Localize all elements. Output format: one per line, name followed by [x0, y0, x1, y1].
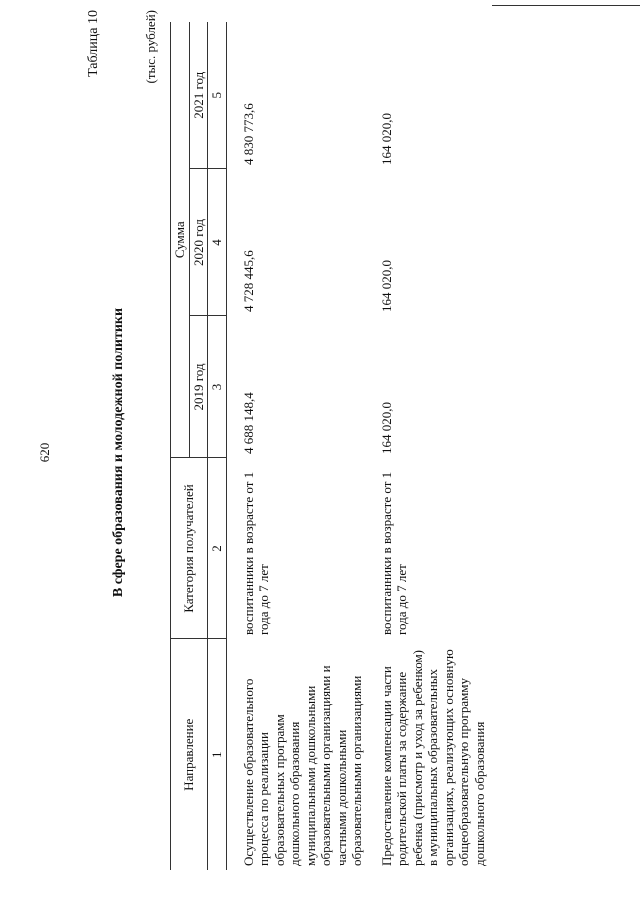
unit-label: (тыс. рублей): [143, 10, 158, 84]
cell-2020: 164 020,0: [378, 260, 394, 312]
cell-category: воспитанники в возрасте от 1 года до 7 лет: [378, 471, 409, 635]
cell-direction: Предоставление компенсации части родительской платы за содержание ребенка (присмотр и уход за ребенком) в муниципальных образовательных организациях, реализующих основную общеобразовательную программу дошкольного образования: [378, 649, 487, 866]
column-number-2: 2: [208, 458, 227, 639]
cell-direction: Осуществление образовательного процесса по реализации образовательных программ дошкольного образования муниципальными дошкольными образовательными организациями и частными дошкольными образовательными организациями: [240, 665, 364, 866]
cell-2021: 4 830 773,6: [240, 103, 256, 165]
column-number-3: 3: [208, 316, 227, 458]
data-table: [170, 22, 487, 870]
header-2021: 2021 год: [189, 22, 208, 169]
cell-category: воспитанники в возрасте от 1 года до 7 лет: [240, 471, 271, 635]
header-2019: 2019 год: [189, 316, 208, 458]
header-category: Категория получателей: [171, 458, 208, 639]
header-2020: 2020 год: [189, 169, 208, 316]
header-sum: Сумма: [171, 22, 190, 458]
cell-2020: 4 728 445,6: [240, 250, 256, 312]
cell-2019: 4 688 148,4: [240, 392, 256, 454]
column-number-4: 4: [208, 169, 227, 316]
header-direction: Направление: [171, 639, 208, 870]
table-row: [379, 22, 488, 870]
column-number-1: 1: [208, 639, 227, 870]
table-row: [241, 22, 365, 870]
column-number-5: 5: [208, 22, 227, 169]
page-title: В сфере образования и молодежной политики: [111, 307, 126, 598]
cell-2021: 164 020,0: [378, 113, 394, 165]
page-number: 620: [37, 442, 52, 463]
table-number: Таблица 10: [86, 10, 101, 77]
cell-2019: 164 020,0: [378, 402, 394, 454]
